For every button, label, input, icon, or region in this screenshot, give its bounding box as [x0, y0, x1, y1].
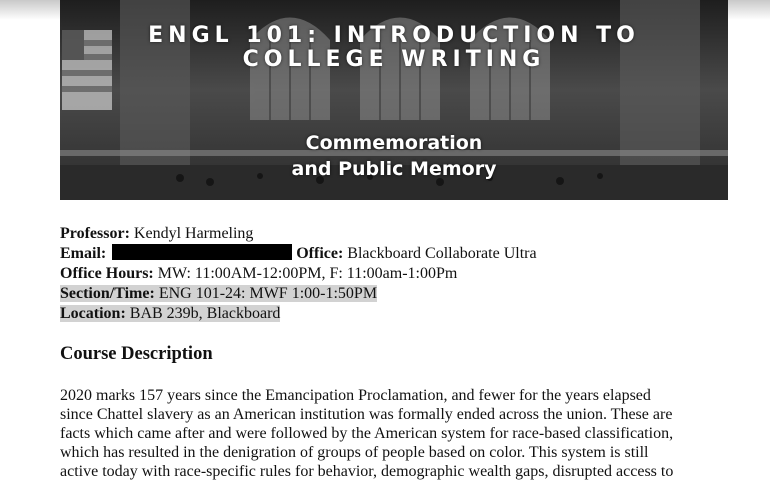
section-time-highlight [60, 285, 377, 302]
course-description-heading: Course Description [60, 344, 213, 364]
location-label: Location: [60, 305, 126, 322]
paragraph-line: which has resulted in the denigration of groups of people based on color. This system is still [60, 444, 649, 461]
banner-title-line-1: ENGL 101: INTRODUCTION TO [148, 23, 640, 48]
location-value: BAB 239b, Blackboard [129, 305, 281, 322]
professor-label: Professor: [60, 225, 130, 242]
banner-title-line-2: COLLEGE WRITING [242, 47, 546, 72]
office-hours-value: MW: 11:00AM-12:00PM, F: 11:00am-1:00Pm [157, 265, 458, 282]
paragraph-line: since Chattel slavery as an American institution was formally ended across the union. These are [60, 406, 673, 423]
course-info-block [60, 224, 740, 324]
professor-name: Kendyl Harmeling [133, 225, 254, 242]
section-time-value: ENG 101-24: MWF 1:00-1:50PM [158, 285, 378, 302]
section-time-row [60, 284, 740, 304]
paragraph-line: 2020 marks 157 years since the Emancipation Proclamation, and fewer for the years elapsed [60, 387, 651, 404]
banner-title [60, 24, 728, 72]
office-hours-label: Office Hours: [60, 265, 154, 282]
paragraph-line: facts which came after and were followed by the American system for race-based classification, [60, 425, 674, 442]
location-highlight [60, 305, 280, 322]
email-label: Email: [60, 245, 107, 262]
course-banner-image [60, 0, 728, 200]
banner-subtitle [60, 130, 728, 182]
banner-subtitle-line-1: Commemoration [305, 132, 483, 154]
course-description-paragraph [60, 386, 728, 481]
email-redacted [112, 244, 292, 260]
banner-subtitle-line-2: and Public Memory [291, 158, 497, 180]
office-label: Office: [296, 245, 344, 262]
paragraph-line: active today with race-specific rules for behavior, demographic wealth gaps, disrupted access to [60, 463, 674, 480]
email-office-row [60, 244, 740, 264]
professor-row [60, 224, 740, 244]
section-time-label: Section/Time: [60, 285, 155, 302]
office-hours-row [60, 264, 740, 284]
location-row [60, 304, 740, 324]
office-value: Blackboard Collaborate Ultra [347, 245, 537, 262]
